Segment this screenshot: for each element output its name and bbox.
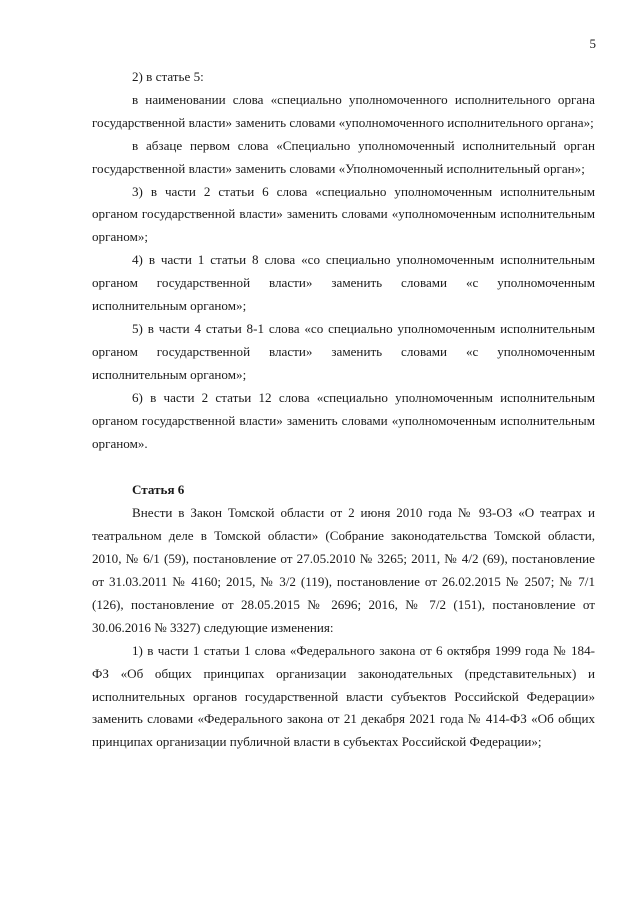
paragraph: 4) в части 1 статьи 8 слова «со специально уполномоченным исполнительным органом государственной власти» заменить словами «с уполномоченным исполнительным органом»; <box>92 252 595 314</box>
paragraph: в наименовании слова «специально уполномоченного исполнительного органа государственной власти» заменить словами «уполномоченного исполнительного органа»; <box>92 91 595 130</box>
paragraph: 5) в части 4 статьи 8-1 слова «со специально уполномоченным исполнительным органом государственной власти» заменить словами «с уполномоченным исполнительным органом»; <box>92 320 595 382</box>
page-number: 5 <box>589 36 596 51</box>
paragraph: Внести в Закон Томской области от 2 июня 2010 года № 93-ОЗ «О театрах и театральном деле в Томской области» (Собрание законодательства Томской области, 2010, № 6/1 (59), постановление от 27.05.2010 № 3265; 2011, № 4/2 (69), постановление от 31.03.2011 № 4160; 2015, № 3/2 (119), постановление от 26.02.2015 № 2507; № 7/1 (126), постановление от 28.05.2015 № 2696; 2016, № 7/2 (151), постановление от 30.06.2016 № 3327) следующие изменения: <box>92 505 595 635</box>
paragraph: 2) в статье 5: <box>132 69 204 84</box>
paragraph: 3) в части 2 статьи 6 слова «специально уполномоченным исполнительным органом государственной власти» заменить словами «уполномоченным исполнительным органом»; <box>92 183 595 245</box>
paragraph: 1) в части 1 статьи 1 слова «Федерального закона от 6 октября 1999 года № 184-ФЗ «Об общих принципах организации законодательных (представительных) и исполнительных органов государственной власти субъектов Российской Федерации» заменить словами «Федерального закона от 21 декабря 2021 года № 414-ФЗ «Об общих принципах организации публичной власти в субъектах Российской Федерации»; <box>92 642 595 750</box>
document-body <box>92 66 595 754</box>
paragraph: в абзаце первом слова «Специально уполномоченный исполнительный орган государственной власти» заменить словами «Уполномоченный исполнительный орган»; <box>92 137 595 176</box>
paragraph: 6) в части 2 статьи 12 слова «специально уполномоченным исполнительным органом государственной власти» заменить словами «уполномоченным исполнительным органом». <box>92 389 595 451</box>
article-heading: Статья 6 <box>132 482 185 498</box>
